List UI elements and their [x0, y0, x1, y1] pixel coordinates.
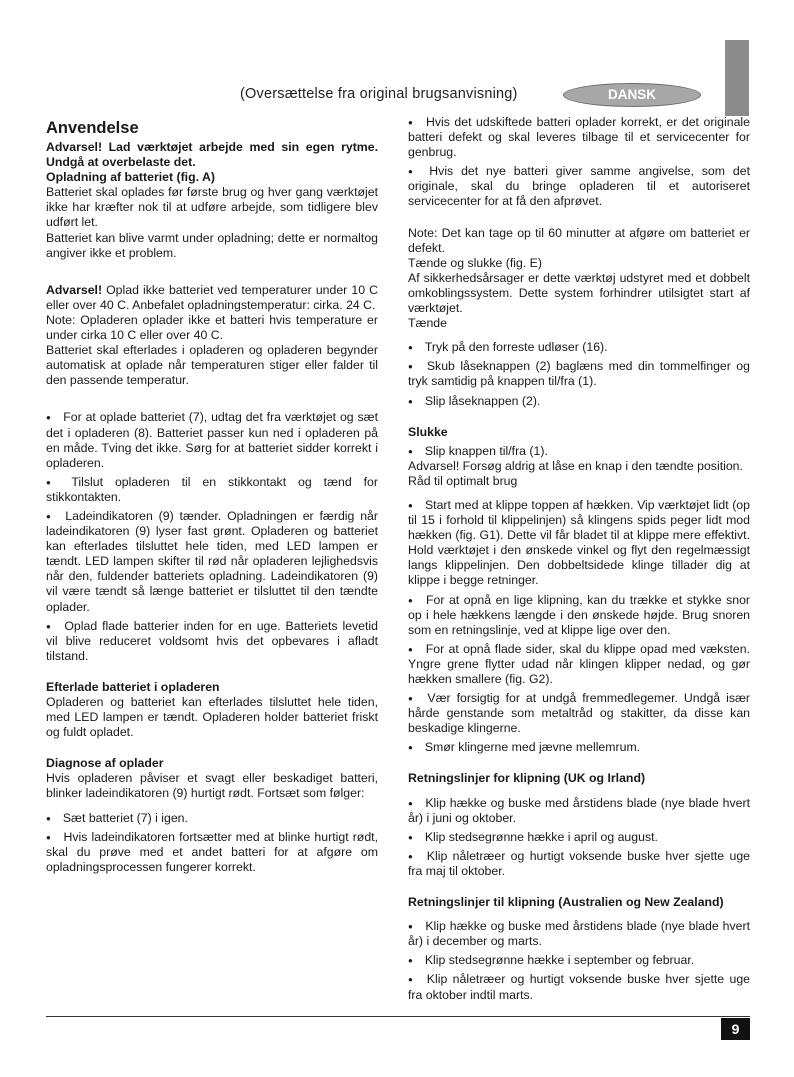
- list-item: ● Vær forsigtig for at undgå fremmedlegemer. Undgå især hårde genstande som metaltråd og stakitter, da disse kan beskadige klingerne.: [408, 691, 750, 736]
- charger-diagnosis-heading: Diagnose af oplader: [46, 756, 164, 771]
- au-nz-guidelines-heading: Retningslinjer til klipning (Australien og New Zealand): [408, 895, 724, 910]
- right-column: [408, 115, 750, 1003]
- list-item: ● Tilslut opladeren til en stikkontakt og tænd for stikkontakten.: [46, 475, 378, 505]
- list-item: ● Klip hække og buske med årstidens blade (nye blade hvert år) i juni og oktober.: [408, 796, 750, 826]
- list-item: ● Tryk på den forreste udløser (16).: [408, 340, 750, 355]
- footer-rule: [46, 1016, 750, 1017]
- section-tab-marker: [725, 40, 749, 116]
- list-item: ● Klip stedsegrønne hække i april og august.: [408, 830, 750, 845]
- list-item: ● Sæt batteriet (7) i igen.: [46, 811, 378, 826]
- page-number: 9: [721, 1018, 750, 1040]
- list-item: ● For at oplade batteriet (7), udtag det fra værktøjet og sæt det i opladeren (8). Batteriet passer kun ned i opladeren på en måde. Tving det ikke. Sørg for at batteriet sidder korrekt i opladeren.: [46, 410, 378, 470]
- list-item: ● Start med at klippe toppen af hækken. Vip værktøjet lidt (op til 15 i forhold til klippelinjen) så klingens spids peger lidt mod hækken (fig. G1). Dette vil får bladet til at klippe mere effektivt. Hold værktøjet i den ønskede vinkel og flyt den regelmæssigt langs klippelinjen. Den dobbeltsidede klinge tillader dig at klippe i begge retninger.: [408, 498, 750, 589]
- temperature-note: Note: Opladeren oplader ikke et batteri hvis temperature er under cirka 10 C eller over 40 C.: [46, 312, 378, 343]
- switch-on-label: Tænde: [408, 316, 447, 331]
- charging-paragraph-2: Batteriet kan blive varmt under opladning; dette er normaltog angiver ikke et problem.: [46, 230, 378, 260]
- list-item: ● Klip nåletræer og hurtigt voksende buske hver sjette uge fra maj til oktober.: [408, 849, 750, 879]
- list-item: ● Skub låseknappen (2) baglæns med din tommelfinger og tryk samtidig på knappen til/fra (1).: [408, 359, 750, 389]
- leave-in-charger-text: Opladeren og batteriet kan efterlades tilsluttet hele tiden, med LED lampen er tændt. Opladeren holder batteriet friskt og fuldt opladet.: [46, 695, 378, 740]
- defect-note: Note: Det kan tage op til 60 minutter at afgøre om batteriet er defekt.: [408, 225, 750, 255]
- left-column: [46, 115, 378, 875]
- charging-paragraph-3: Batteriet skal efterlades i opladeren og opladeren begynder automatisk at oplade når temperaturen stiger eller falder til den passende temperatur.: [46, 343, 378, 388]
- list-item: ● Slip knappen til/fra (1).: [408, 444, 750, 459]
- list-item: ● Klip stedsegrønne hække i september og februar.: [408, 953, 750, 968]
- list-item: ● Klip hække og buske med årstidens blade (nye blade hvert år) i december og marts.: [408, 919, 750, 949]
- section-title: Anvendelse: [46, 119, 139, 137]
- list-item: ● For at opnå flade sider, skal du klippe opad med væksten. Yngre grene flytter udad når klingen klipper nedad, og gør hækken smallere (fig. G2).: [408, 642, 750, 687]
- temperature-warning: [46, 283, 378, 313]
- list-item: ● Hvis det nye batteri giver samme angivelse, som det originale, skal du bringe opladeren til et autoriseret servicecenter for at få den afprøvet.: [408, 164, 750, 209]
- on-off-heading: Tænde og slukke (fig. E): [408, 255, 542, 270]
- list-item: ● Slip låseknappen (2).: [408, 394, 750, 409]
- translation-note: (Oversættelse fra original brugsanvisning): [240, 86, 518, 102]
- charging-paragraph-1: Batteriet skal oplades før første brug og hver gang værktøjet ikke har kræfter nok til at udføre arbejde, som tidligere blev udført let.: [46, 185, 378, 230]
- warning-text: Oplad ikke batteriet ved temperaturer under 10 C eller over 40 C. Anbefalet opladningstemperatur: cirka. 24 C.: [46, 282, 378, 312]
- switch-off-warning: Advarsel! Forsøg aldrig at låse en knap i den tændte position.: [408, 458, 743, 473]
- list-item: ● Hvis det udskiftede batteri oplader korrekt, er det originale batteri defekt og skal leveres tilbage til et servicecenter for genbrug.: [408, 115, 750, 160]
- list-item: ● Hvis ladeindikatoren fortsætter med at blinke hurtigt rødt, skal du prøve med et andet batteri for at afgøre om opladningsprocessen fungerer korrekt.: [46, 830, 378, 875]
- list-item: ● Oplad flade batterier inden for en uge. Batteriets levetid vil blive reduceret voldsomt hvis det opbevares i afladt tilstand.: [46, 619, 378, 664]
- charger-diagnosis-text: Hvis opladeren påviser et svagt eller beskadiget batteri, blinker ladeindikatoren (9) hurtigt rødt. Fortsæt som følger:: [46, 771, 378, 801]
- list-item: ● Smør klingerne med jævne mellemrum.: [408, 740, 750, 755]
- list-item: ● Ladeindikatoren (9) tænder. Opladningen er færdig når ladeindikatoren (9) lyser fast grønt. Opladeren og batteriet kan efterlades tilsluttet hele tiden, med LED lampen er tændt. LED lampen skifter til rød når opladeren lejlighedsvis når den, fuldender batteriets opladning. Ladeindikatoren (9) vil være tændt så længe batteriet er tilsluttet til den tændte oplader.: [46, 509, 378, 615]
- uk-guidelines-heading: Retningslinjer for klipning (UK og Irland): [408, 771, 646, 786]
- switch-off-heading: Slukke: [408, 424, 448, 439]
- list-item: ● For at opnå en lige klipning, kan du trække et stykke snor op i hele hækkens længde i den ønskede højde. Brug snoren som en retningslinje, ved at klippe lige over den.: [408, 593, 750, 638]
- warning-label: Advarsel!: [46, 282, 103, 297]
- charging-heading: Opladning af batteriet (fig. A): [46, 170, 215, 185]
- leave-in-charger-heading: Efterlade batteriet i opladeren: [46, 679, 220, 694]
- list-item: ● Klip nåletræer og hurtigt voksende buske hver sjette uge fra oktober indtil marts.: [408, 972, 750, 1002]
- language-badge: DANSK: [563, 83, 701, 107]
- on-off-text: Af sikkerhedsårsager er dette værktøj udstyret med et dobbelt omkoblingssystem. Dette system forhindrer utilsigtet start af værktøjet.: [408, 270, 750, 316]
- pace-warning: Advarsel! Lad værktøjet arbejde med sin egen rytme. Undgå at overbelaste det.: [46, 140, 378, 170]
- advice-heading: Råd til optimalt brug: [408, 473, 518, 488]
